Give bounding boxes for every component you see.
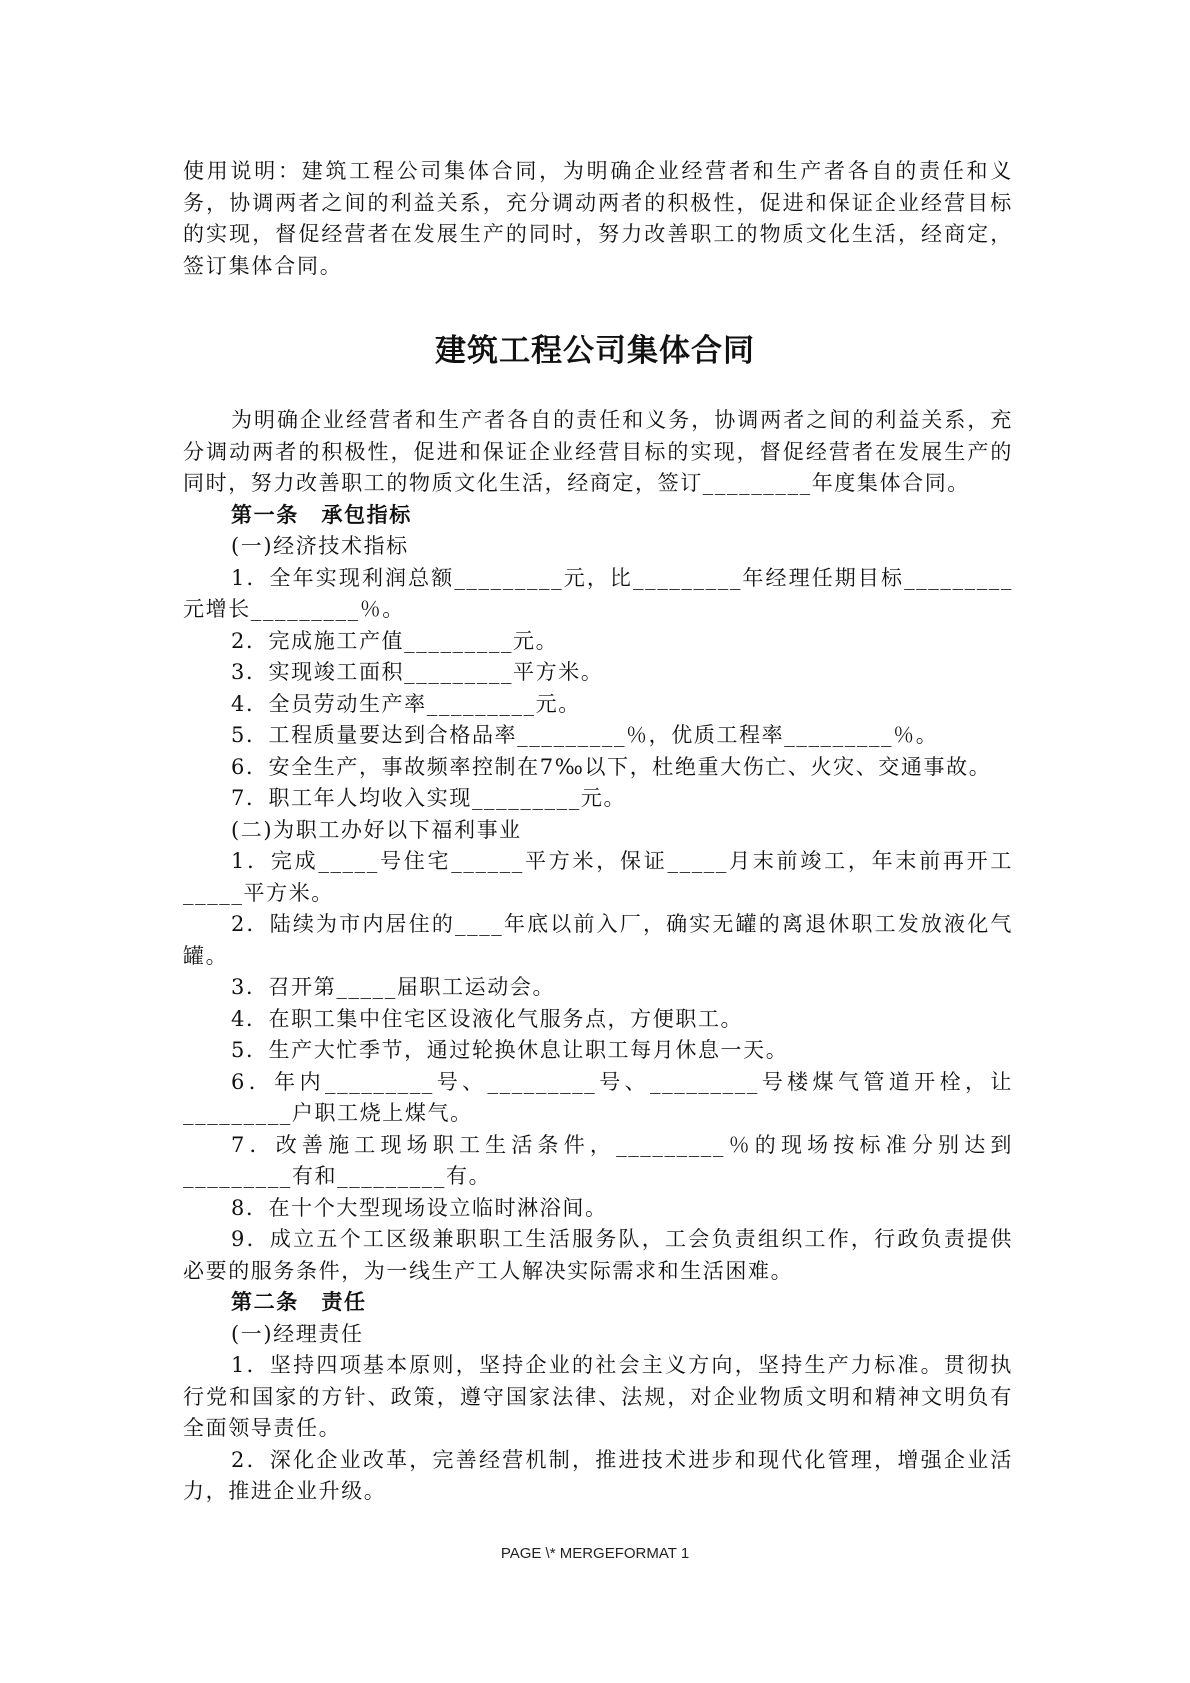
contract-paragraph: (一)经济技术指标 xyxy=(231,534,409,558)
contract-paragraph: 5．生产大忙季节，通过轮换休息让职工每月休息一天。 xyxy=(231,1038,789,1062)
contract-paragraph: 1．坚持四项基本原则，坚持企业的社会主义方向，坚持生产力标准。贯彻执行党和国家的方针、政策，遵守国家法律、法规，对企业物质文明和精神文明负有全面领导责任。 xyxy=(183,1353,1013,1440)
contract-paragraph: 6．安全生产，事故频率控制在7‰以下，杜绝重大伤亡、火灾、交通事故。 xyxy=(231,754,992,779)
contract-paragraph: 1．完成_____号住宅______平方米，保证_____月末前竣工，年末前再开工_____平方米。 xyxy=(183,849,1013,905)
page-footer: PAGE \* MERGEFORMAT 1 xyxy=(500,1545,690,1562)
contract-paragraph: (一)经理责任 xyxy=(231,1321,364,1346)
contract-paragraph: 1．全年实现利润总额_________元，比_________年经理任期目标_________元增长_________％。 xyxy=(183,565,1013,621)
contract-paragraph: 为明确企业经营者和生产者各自的责任和义务，协调两者之间的利益关系，充分调动两者的积极性，促进和保证企业经营目标的实现，督促经营者在发展生产的同时，努力改善职工的物质文化生活，经商定，签订_________年度集体合同。 xyxy=(183,408,1013,495)
usage-note: 使用说明：建筑工程公司集体合同，为明确企业经营者和生产者各自的责任和义务，协调两者之间的利益关系，充分调动两者的积极性，促进和保证企业经营目标的实现，督促经营者在发展生产的同时，努力改善职工的物质文化生活，经商定，签订集体合同。 xyxy=(183,159,1013,278)
document-title: 建筑工程公司集体合同 xyxy=(435,333,755,369)
contract-paragraph: 2．深化企业改革，完善经营机制，推进技术进步和现代化管理，增强企业活力，推进企业升级。 xyxy=(183,1447,1013,1503)
contract-paragraph: 3．实现竣工面积_________平方米。 xyxy=(231,660,604,684)
contract-paragraph: 4．全员劳动生产率_________元。 xyxy=(231,691,581,716)
contract-paragraph: 9．成立五个工区级兼职职工生活服务队，工会负责组织工作，行政负责提供必要的服务条件，为一线生产工人解决实际需求和生活困难。 xyxy=(183,1227,1013,1283)
contract-body xyxy=(183,405,1013,1508)
contract-paragraph: 8．在十个大型现场设立临时淋浴间。 xyxy=(231,1195,608,1220)
contract-paragraph: 6．年内_________号、_________号、_________号楼煤气管道开栓，让_________户职工烧上煤气。 xyxy=(183,1069,1013,1125)
contract-paragraph: 5．工程质量要达到合格品率_________％，优质工程率_________％。 xyxy=(231,723,939,747)
contract-paragraph: 7．职工年人均收入实现_________元。 xyxy=(231,786,627,810)
contract-paragraph: 2．陆续为市内居住的____年底以前入厂，确实无罐的离退休职工发放液化气罐。 xyxy=(183,912,1013,968)
contract-paragraph: 2．完成施工产值_________元。 xyxy=(231,628,559,653)
article-heading: 第一条 承包指标 xyxy=(231,502,412,527)
contract-paragraph: 3．召开第_____届职工运动会。 xyxy=(231,975,556,999)
contract-paragraph: 7．改善施工现场职工生活条件，_________％的现场按标准分别达到_________有和_________有。 xyxy=(183,1132,1013,1188)
contract-paragraph: (二)为职工办好以下福利事业 xyxy=(231,817,522,842)
article-heading: 第二条 责任 xyxy=(231,1290,367,1314)
contract-paragraph: 4．在职工集中住宅区设液化气服务点，方便职工。 xyxy=(231,1006,744,1031)
